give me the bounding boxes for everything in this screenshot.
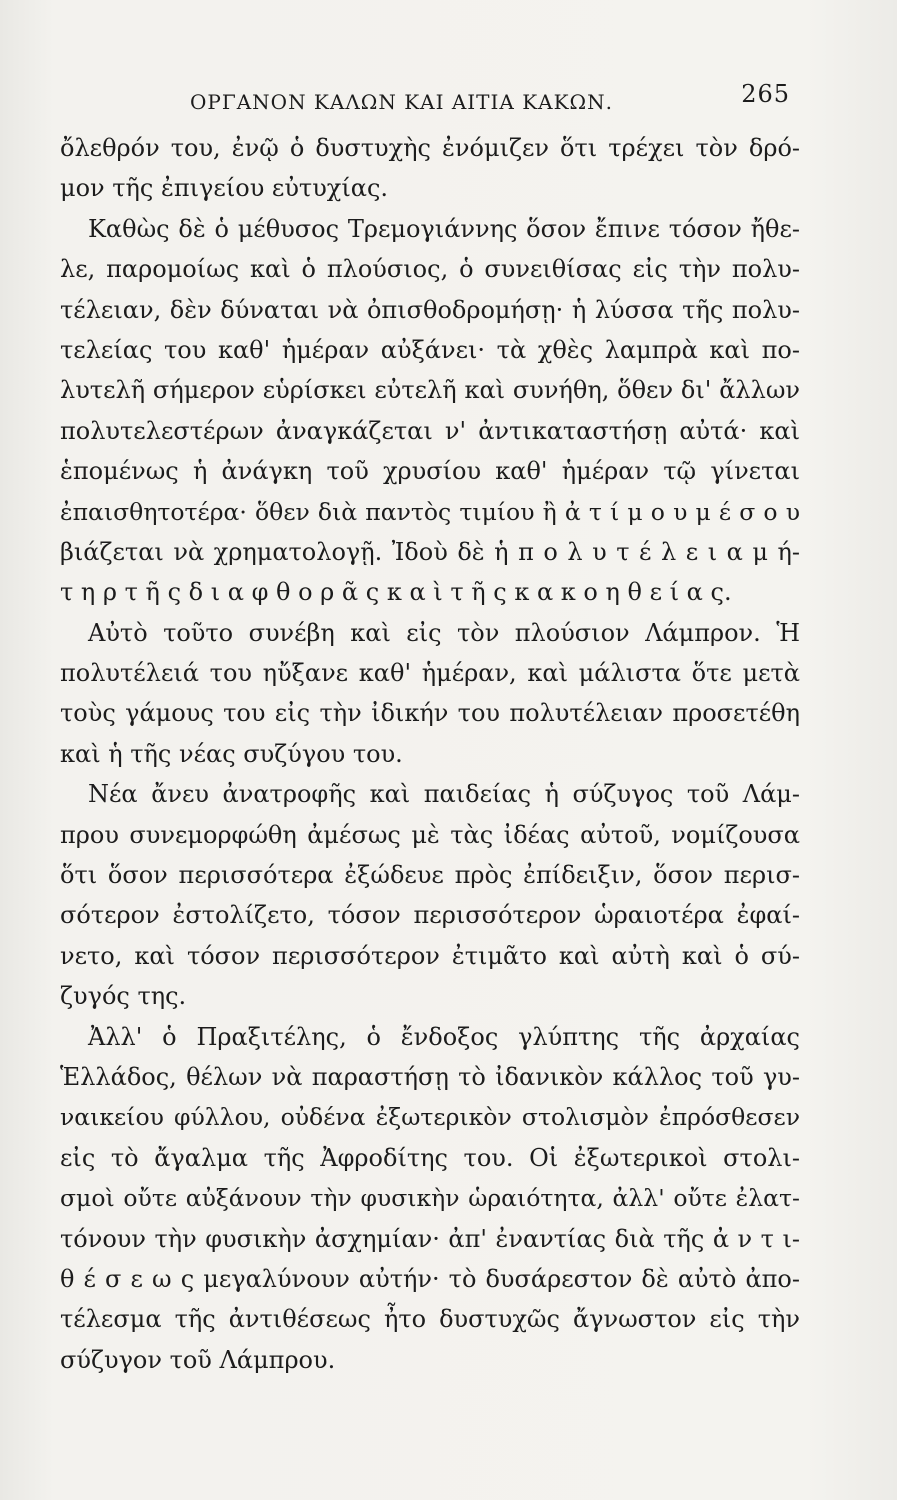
text-line: σύζυγον τοῦ Λάμπρου. [60,1345,336,1374]
text-line: ἑπομένως ἡ ἀνάγκη τοῦ χρυσίου καθ' ἡμέραν τῷ γίνεται [60,457,800,486]
text-line: Καθὼς δὲ ὁ μέθυσος Τρεμογιάννης ὅσον ἔπινε τόσον ἤθε- [88,214,800,243]
text-line: λυτελῆ σήμερον εὑρίσκει εὐτελῆ καὶ συνήθη, ὅθεν δι' ἄλλων [60,376,800,405]
page-number: 265 [741,80,790,108]
text-line: τ η ρ τ ῆ ς δ ι α φ θ ο ρ ᾶ ς κ α ὶ τ ῆ ς κ α κ ο η θ ε ί α ς. [60,578,732,607]
text-line: πολυτέλειά του ηὔξανε καθ' ἡμέραν, καὶ μάλιστα ὅτε μετὰ [60,659,800,688]
text-line: εἰς τὸ ἄγαλμα τῆς Ἀφροδίτης του. Οἱ ἐξωτερικοὶ στολι- [60,1143,800,1172]
text-line: τέλεσμα τῆς ἀντιθέσεως ἦτο δυστυχῶς ἄγνωστον εἰς τὴν [60,1305,800,1334]
text-line: τελείας του καθ' ἡμέραν αὐξάνει· τὰ χθὲς λαμπρὰ καὶ πο- [60,335,800,364]
text-line: μον τῆς ἐπιγείου εὐτυχίας. [60,174,389,203]
text-line: πολυτελεστέρων ἀναγκάζεται ν' ἀντικαταστήσῃ αὐτά· καὶ [60,416,800,445]
text-line: ὄλεθρόν του, ἐνῷ ὁ δυστυχὴς ἐνόμιζεν ὅτι τρέχει τὸν δρό- [60,134,800,162]
text-line: ἐπαισθητοτέρα· ὅθεν διὰ παντὸς τιμίου ἢ ἀ τ ί μ ο υ μ έ σ ο υ [60,497,800,526]
running-title: ΟΡΓΑΝΟΝ ΚΑΛΩΝ ΚΑΙ ΑΙΤΙΑ ΚΑΚΩΝ. [190,90,613,114]
page-header [190,80,790,120]
text-line: Αὐτὸ τοῦτο συνέβη καὶ εἰς τὸν πλούσιον Λάμπρον. Ἡ [88,618,800,647]
text-line: νετο, καὶ τόσον περισσότερον ἐτιμᾶτο καὶ αὐτὴ καὶ ὁ σύ- [60,941,800,970]
text-line: ζυγός της. [60,982,187,1011]
text-line: Νέα ἄνευ ἀνατροφῆς καὶ παιδείας ἡ σύζυγος τοῦ Λάμ- [88,780,800,809]
text-line: σότερον ἐστολίζετο, τόσον περισσότερον ὡραιοτέρα ἐφαί- [60,901,800,930]
text-line: ὅτι ὅσον περισσότερα ἐξώδευε πρὸς ἐπίδειξιν, ὅσον περισ- [60,861,800,890]
text-line: τόνουν τὴν φυσικὴν ἀσχημίαν· ἀπ' ἐναντίας διὰ τῆς ἀ ν τ ι- [60,1224,800,1253]
text-line: Ἀλλ' ὁ Πραξιτέλης, ὁ ἔνδοξος γλύπτης τῆς ἀρχαίας [88,1022,800,1051]
text-line: θ έ σ ε ω ς μεγαλύνουν αὐτήν· τὸ δυσάρεστον δὲ αὐτὸ ἀπο- [60,1264,800,1293]
body-text [60,128,800,1380]
text-line: λε, παρομοίως καὶ ὁ πλούσιος, ὁ συνειθίσας εἰς τὴν πολυ- [60,255,800,284]
text-line: πρου συνεμορφώθη ἀμέσως μὲ τὰς ἰδέας αὐτοῦ, νομίζουσα [60,820,800,849]
text-line: Ἑλλάδος, θέλων νὰ παραστήσῃ τὸ ἰδανικὸν κάλλος τοῦ γυ- [60,1062,800,1091]
text-line: τοὺς γάμους του εἰς τὴν ἰδικήν του πολυτέλειαν προσετέθη [60,699,800,728]
text-line: καὶ ἡ τῆς νέας συζύγου του. [60,739,403,768]
text-line: ναικείου φύλλου, οὐδένα ἐξωτερικὸν στολισμὸν ἐπρόσθεσεν [60,1103,800,1132]
text-line: τέλειαν, δὲν δύναται νὰ ὀπισθοδρομήσῃ· ἡ λύσσα τῆς πολυ- [60,295,800,324]
text-line: βιάζεται νὰ χρηματολογῇ. Ἰδοὺ δὲ ἡ π ο λ υ τ έ λ ε ι α μ ή- [60,537,800,566]
text-line: σμοὶ οὔτε αὐξάνουν τὴν φυσικὴν ὡραιότητα, ἀλλ' οὔτε ἐλατ- [60,1184,800,1213]
